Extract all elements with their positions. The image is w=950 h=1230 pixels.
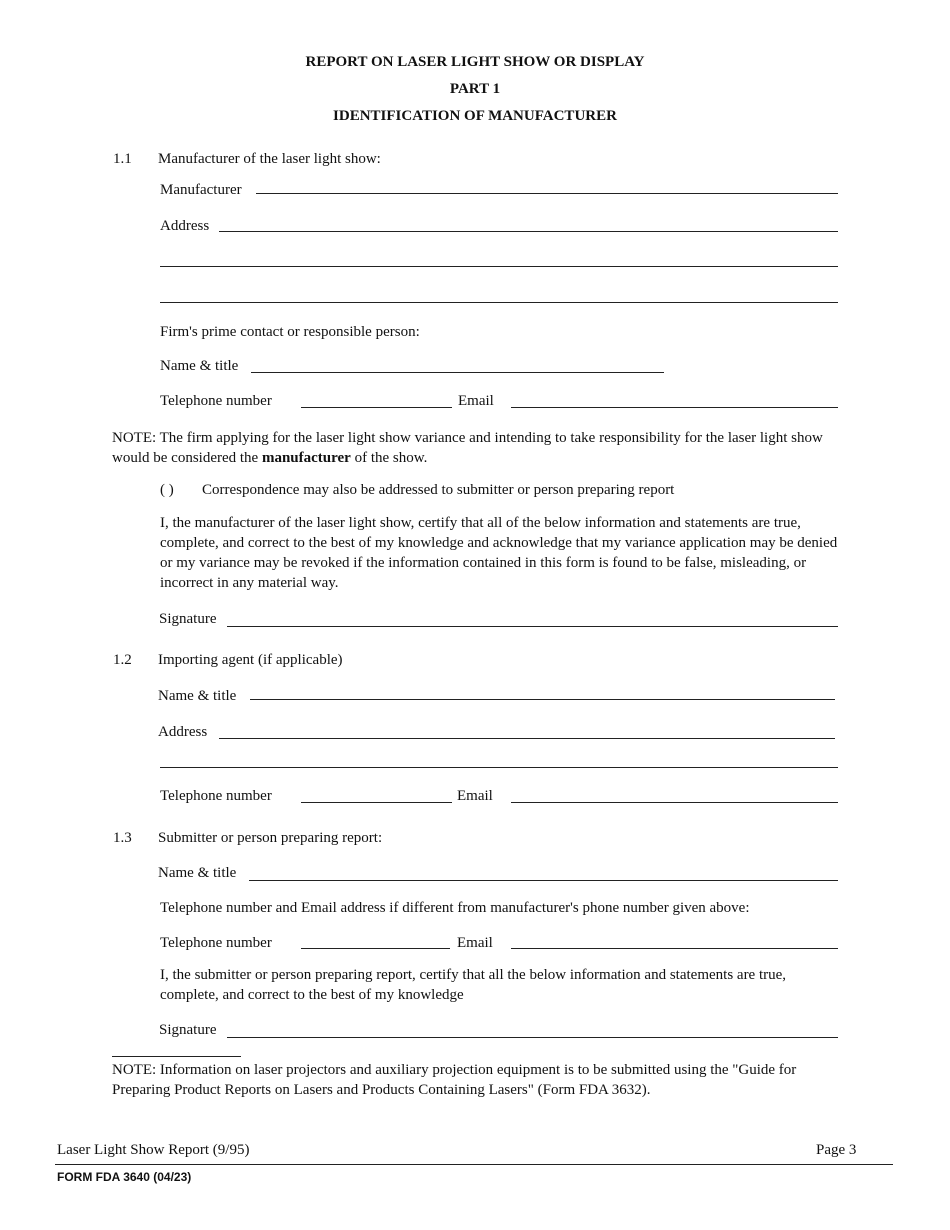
submitter-name-title-label: Name & title xyxy=(158,865,237,881)
manufacturer-note-text: NOTE: The firm applying for the laser light show variance and intending to take responsibility for the laser light show would be considered the xyxy=(112,430,823,466)
form-title: REPORT ON LASER LIGHT SHOW OR DISPLAY xyxy=(305,54,645,70)
address-field-line-2[interactable] xyxy=(160,266,838,267)
submitter-name-title-field[interactable] xyxy=(249,880,838,881)
submitter-telephone-field[interactable] xyxy=(301,948,450,949)
footer-page-number: Page 3 xyxy=(816,1142,857,1158)
email-field[interactable] xyxy=(511,407,838,408)
agent-address-label: Address xyxy=(158,724,208,740)
form-subtitle: IDENTIFICATION OF MANUFACTURER xyxy=(333,108,617,124)
agent-telephone-field[interactable] xyxy=(301,802,452,803)
telephone-label: Telephone number xyxy=(160,393,272,409)
name-title-label: Name & title xyxy=(160,358,239,374)
email-label: Email xyxy=(458,393,494,409)
manufacturer-note-bold: manufacturer xyxy=(261,450,351,466)
manufacturer-signature-field[interactable] xyxy=(227,626,838,627)
section-1-3-heading: Submitter or person preparing report: xyxy=(158,830,383,846)
submitter-telephone-label: Telephone number xyxy=(160,935,272,951)
section-1-1-number: 1.1 xyxy=(113,151,132,167)
submitter-phone-email-note: Telephone number and Email address if different from manufacturer's phone number given above: xyxy=(160,900,750,916)
agent-address-field-line-1[interactable] xyxy=(219,738,835,739)
section-1-2-number: 1.2 xyxy=(113,652,132,668)
form-part: PART 1 xyxy=(449,81,501,97)
submitter-email-label: Email xyxy=(457,935,493,951)
section-1-3-number: 1.3 xyxy=(113,830,132,846)
manufacturer-signature-label: Signature xyxy=(159,611,217,627)
submitter-signature-label: Signature xyxy=(159,1022,217,1038)
telephone-field[interactable] xyxy=(301,407,452,408)
manufacturer-note-end: of the show. xyxy=(350,450,428,466)
footer-form-id: FORM FDA 3640 (04/23) xyxy=(57,1170,192,1184)
manufacturer-certification: I, the manufacturer of the laser light show, certify that all of the below information and statements are true, complete, and correct to the best of my knowledge and acknowledge that my variance application may be denied or my variance may be revoked if the information contained in this form is found to be false, misleading, or incorrect in any material way. xyxy=(160,515,838,591)
section-1-1-heading: Manufacturer of the laser light show: xyxy=(158,151,381,167)
agent-address-field-line-2[interactable] xyxy=(160,767,838,768)
footnote-note: NOTE: Information on laser projectors and auxiliary projection equipment is to be submitted using the "Guide for Preparing Product Reports on Lasers and Products Containing Lasers" (Form FDA 3632). xyxy=(112,1062,797,1098)
footer-report-name: Laser Light Show Report (9/95) xyxy=(57,1142,250,1158)
footer-divider xyxy=(55,1164,893,1165)
submitter-signature-field[interactable] xyxy=(227,1037,838,1038)
footnote-divider xyxy=(112,1056,241,1057)
submitter-email-field[interactable] xyxy=(511,948,838,949)
manufacturer-field[interactable] xyxy=(256,193,838,194)
agent-email-field[interactable] xyxy=(511,802,838,803)
correspondence-label: Correspondence may also be addressed to submitter or person preparing report xyxy=(202,482,675,498)
name-title-field[interactable] xyxy=(251,372,664,373)
agent-telephone-label: Telephone number xyxy=(160,788,272,804)
agent-name-title-label: Name & title xyxy=(158,688,237,704)
manufacturer-label: Manufacturer xyxy=(160,182,242,198)
section-1-2-heading: Importing agent (if applicable) xyxy=(158,652,343,668)
agent-name-title-field[interactable] xyxy=(250,699,835,700)
correspondence-checkbox[interactable]: ( ) xyxy=(160,482,174,498)
address-field-line-3[interactable] xyxy=(160,302,838,303)
address-label: Address xyxy=(160,218,210,234)
manufacturer-note xyxy=(112,428,832,468)
submitter-certification: I, the submitter or person preparing report, certify that all the below information and statements are true, complete, and correct to the best of my knowledge xyxy=(160,967,787,1003)
contact-heading: Firm's prime contact or responsible person: xyxy=(160,324,420,340)
address-field-line-1[interactable] xyxy=(219,231,838,232)
agent-email-label: Email xyxy=(457,788,493,804)
